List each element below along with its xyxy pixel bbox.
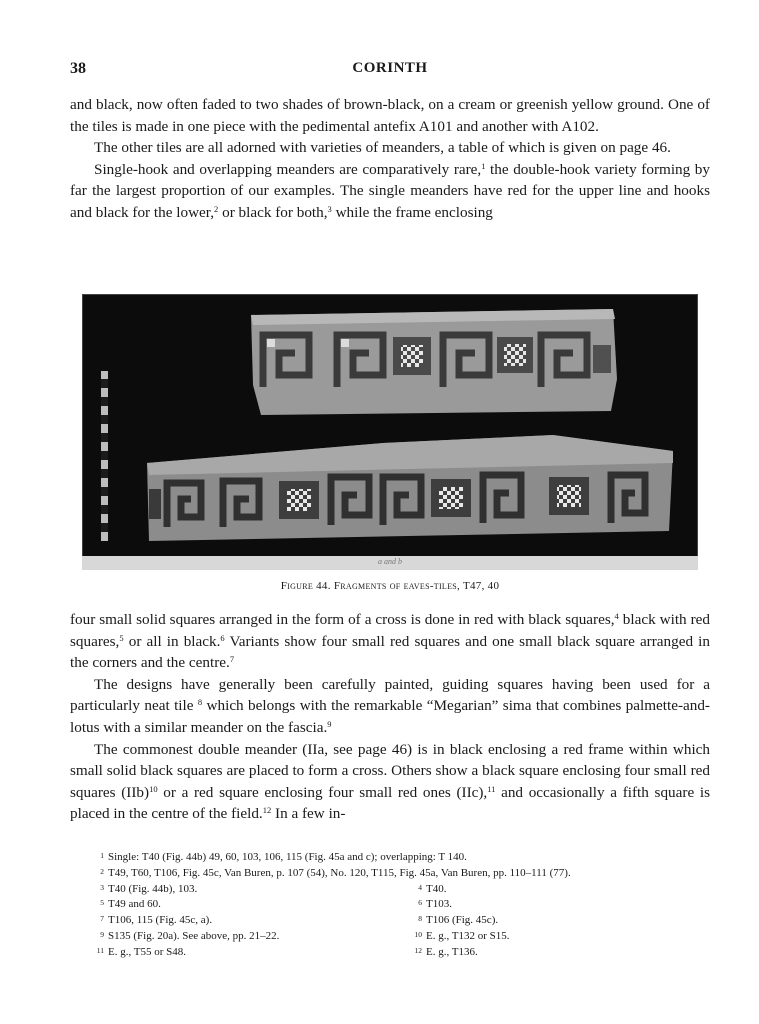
- footnote-ref: 6: [220, 632, 225, 643]
- footnote-text: E. g., T132 or S15.: [426, 929, 510, 942]
- footnote-ref: 2: [214, 203, 219, 214]
- footnote-row: [92, 864, 712, 880]
- footnote-ref: 12: [262, 805, 272, 816]
- footnote-text: T103.: [426, 898, 452, 911]
- footnote-number: 6: [418, 898, 422, 908]
- paragraph-text: Variants show four small red squares and one small black square arranged in the corners and the centre.: [70, 632, 710, 672]
- eaves-tiles-photo: [83, 295, 697, 557]
- scale-bar: [101, 371, 108, 541]
- footnote-text: T49 and 60.: [108, 898, 161, 911]
- footnote-text: T40 (Fig. 44b), 103.: [108, 882, 198, 895]
- footnote-number: 7: [100, 914, 104, 924]
- figure-part-label: a and b: [378, 557, 402, 566]
- page-number: 38: [70, 60, 86, 77]
- paragraph-text: which belongs with the remarkable “Megarian” sima that combines palmette-and-lotus with a similar meander on the fascia.: [70, 697, 710, 736]
- paragraph-text: In a few in-: [271, 805, 346, 823]
- paragraph: [70, 137, 710, 159]
- paragraph: [70, 674, 710, 739]
- footnotes: [92, 848, 712, 959]
- paragraph-text: while the frame enclosing: [331, 203, 493, 221]
- footnote-ref: 9: [327, 718, 332, 729]
- paragraph: [70, 94, 710, 137]
- figure-caption: [70, 580, 710, 592]
- footnote-row: [92, 911, 712, 927]
- paragraph-text: or a red square enclosing four small red ones (IIc),: [157, 783, 488, 801]
- footnote-number: 12: [414, 945, 422, 955]
- paragraph-text: The commonest double meander (IIa, see page 46) is in black enclosing a red frame within which small solid black squares are placed to form a cross. Others show a black square enclosing four small red squares (IIb): [70, 740, 710, 801]
- footnote-text: Single: T40 (Fig. 44b) 49, 60, 103, 106, 115 (Fig. 45a and c); overlapping: T 140.: [108, 851, 467, 863]
- footnote-text: S135 (Fig. 20a). See above, pp. 21–22.: [108, 929, 280, 942]
- footnote-number: 10: [414, 929, 422, 939]
- paragraph: [70, 739, 710, 825]
- footnote: [92, 943, 186, 961]
- footnote-number: 8: [418, 914, 422, 924]
- paragraph-text: or all in black.: [123, 632, 221, 650]
- fragment-a: [147, 435, 673, 541]
- footnote-number: 1: [100, 851, 104, 860]
- figure-caption-prefix: Figure 44.: [280, 580, 331, 592]
- paragraph-text: four small solid squares arranged in the form of a cross is done in red with black squares,: [70, 611, 615, 628]
- footnote-text: E. g., T136.: [426, 945, 478, 958]
- footnote-row: [92, 848, 712, 864]
- footnote-number: 9: [100, 929, 104, 939]
- footnote-ref: 4: [614, 611, 619, 621]
- footnote-ref: 8: [197, 697, 203, 708]
- footnote-row: [92, 880, 712, 896]
- page-header: [70, 60, 710, 82]
- footnote-ref: 1: [481, 160, 486, 171]
- footnote-number: 4: [418, 882, 422, 892]
- paragraph-text: or black for both,: [218, 203, 328, 221]
- footnote-row: [92, 943, 712, 959]
- footnote-text: T49, T60, T106, Fig. 45c, Van Buren, p. 107 (54), No. 120, T115, Fig. 45a, Van Buren, pp. 110–111 (77).: [108, 866, 571, 879]
- fragment-b: [251, 309, 617, 415]
- footnote-number: 2: [100, 866, 104, 876]
- figure-label-strip: [82, 556, 698, 570]
- paragraph-text: The other tiles are all adorned with varieties of meanders, a table of which is given on page 46.: [94, 139, 671, 157]
- footnote-row: [92, 895, 712, 911]
- paragraph-text: and black, now often faded to two shades of brown-black, on a cream or greenish yellow ground. One of the tiles is made in one piece with the pedimental antefix A101 and another with A102.: [70, 96, 710, 135]
- footnote-text: E. g., T55 or S48.: [108, 945, 187, 958]
- footnote-text: T106 (Fig. 45c).: [426, 914, 499, 927]
- paragraph-text: and occasionally a fifth square is placed in the centre of the field.: [70, 783, 710, 823]
- footnote: [410, 943, 478, 961]
- paragraph: [70, 609, 710, 674]
- footnote-row: [92, 927, 712, 943]
- running-head: CORINTH: [352, 60, 428, 76]
- body-text-bottom: [70, 609, 710, 825]
- footnote-ref: 7: [229, 654, 235, 665]
- figure-photograph: [82, 294, 698, 558]
- footnote-ref: 11: [487, 783, 496, 794]
- footnote-text: T40.: [426, 882, 447, 895]
- footnote-number: 11: [96, 945, 104, 955]
- paragraph-text: black with red squares,: [70, 611, 710, 650]
- footnote-text: T106, 115 (Fig. 45c, a).: [108, 914, 213, 927]
- paragraph-text: the double-hook variety forming by far the largest proportion of our examples. The single meanders have red for the upper line and hooks and black for the lower,: [70, 160, 710, 221]
- footnote-ref: 3: [327, 203, 332, 214]
- figure-caption-text: Fragments of eaves-tiles, T47, 40: [333, 580, 500, 592]
- paragraph: [70, 159, 710, 224]
- paragraph-text: Single-hook and overlapping meanders are comparatively rare,: [94, 160, 482, 178]
- footnote-number: 5: [100, 898, 104, 908]
- footnote-ref: 10: [149, 783, 158, 794]
- body-text-top: [70, 94, 710, 224]
- paragraph-text: The designs have generally been carefully painted, guiding squares having been used for a particularly neat tile: [70, 675, 710, 715]
- footnote-number: 3: [100, 882, 104, 892]
- footnote-ref: 5: [119, 632, 124, 643]
